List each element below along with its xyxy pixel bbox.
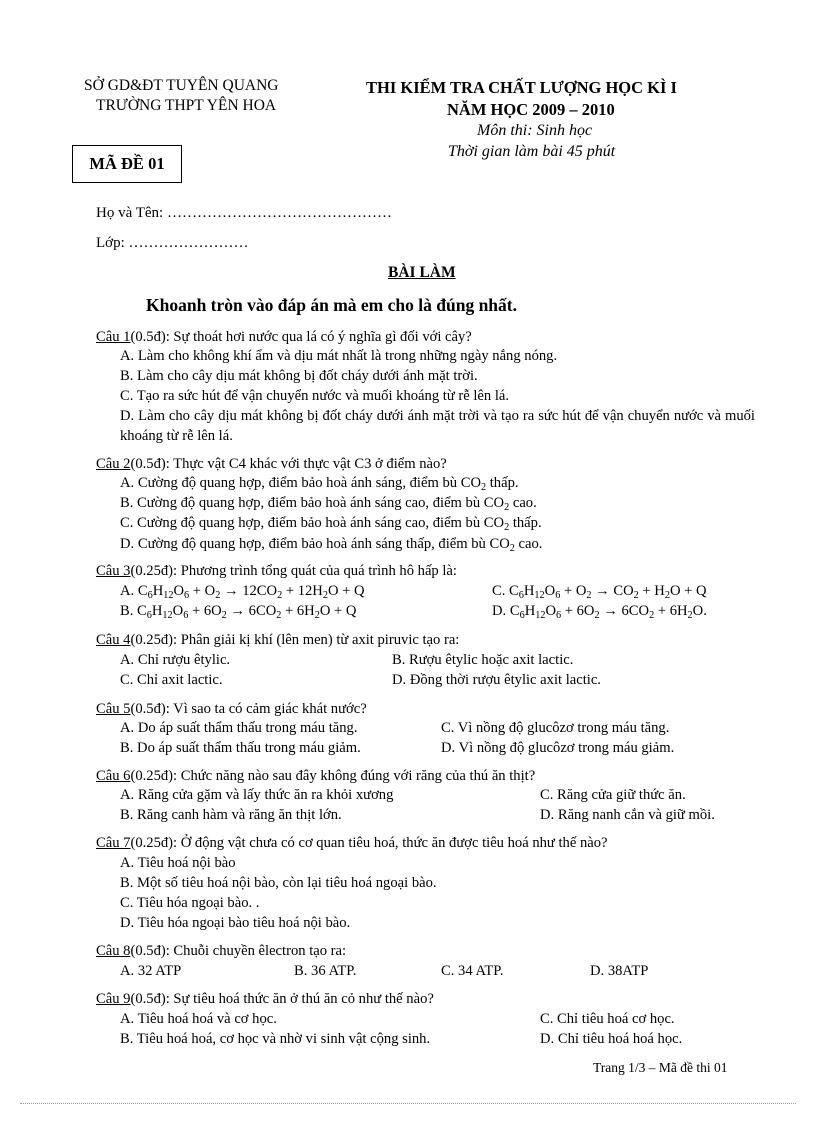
- question-text: (0.25đ): Phương trình tổng quát của quá trình hô hấp là:: [130, 563, 457, 579]
- q8-option-c: C. 34 ATP.: [441, 963, 504, 979]
- q8-option-d: D. 38ATP: [590, 963, 649, 979]
- question-text: (0.5đ): Thực vật C4 khác với thực vật C3 ở điểm nào?: [130, 456, 447, 472]
- question-number: Câu 3: [96, 563, 131, 579]
- q4-option-a: A. Chỉ rượu êtylic.: [120, 652, 231, 668]
- q2-option-b: B. Cường độ quang hợp, điểm bảo hoà ánh sáng cao, điểm bù $CO_2$ cao.: [120, 495, 537, 513]
- subject: Môn thi: Sinh học: [477, 122, 593, 139]
- q4-option-d: D. Đồng thời rượu êtylic axit lactic.: [392, 672, 601, 688]
- q1-option-d: D. Làm cho cây dịu mát không bị đốt cháy dưới ánh mặt trời và tạo ra sức hút để vận chuyển nước và muối khoáng từ rễ lên lá.: [120, 408, 755, 444]
- page-footer: Trang 1/3 – Mã đề thi 01: [593, 1060, 728, 1075]
- q2-option-d: D. Cường độ quang hợp, điểm bảo hoà ánh sáng thấp, điểm bù $CO_2$ cao.: [120, 536, 543, 554]
- q7-option-b: B. Một số tiêu hoá nội bào, còn lại tiêu hoá ngoại bào.: [120, 875, 437, 891]
- department-name: SỞ GD&ĐT TUYÊN QUANG: [84, 77, 279, 94]
- question-number: Câu 2: [96, 456, 131, 472]
- q1-option-a: A. Làm cho không khí ẩm và dịu mát nhất là trong những ngày nắng nóng.: [120, 348, 558, 364]
- q6-option-c: C. Răng cửa giữ thức ăn.: [540, 787, 686, 803]
- question-1: [96, 327, 472, 347]
- q5-option-a: A. Do áp suất thẩm thấu trong máu tăng.: [120, 720, 358, 736]
- question-4: [96, 630, 459, 650]
- q5-option-c: C. Vì nồng độ glucôzơ trong máu tăng.: [441, 720, 670, 736]
- q6-option-a: A. Răng cửa gặm và lấy thức ăn ra khỏi xương: [120, 787, 394, 803]
- q5-option-b: B. Do áp suất thẩm thấu trong máu giảm.: [120, 740, 361, 756]
- question-number: Câu 5: [96, 701, 131, 717]
- q6-option-d: D. Răng nanh cắn và giữ mồi.: [540, 807, 715, 823]
- question-number: Câu 9: [96, 991, 131, 1007]
- student-name-field: Họ và Tên: ………………………………………: [96, 205, 392, 221]
- q5-option-d: D. Vì nồng độ glucôzơ trong máu giảm.: [441, 740, 675, 756]
- q9-option-a: A. Tiêu hoá hoá và cơ học.: [120, 1011, 277, 1027]
- q3-option-c: C. $C_6H_{12}O_6 + O_2 \to CO_2 + H_2O + Q$: [492, 583, 707, 601]
- question-number: Câu 4: [96, 632, 131, 648]
- question-8: [96, 941, 346, 961]
- question-5: [96, 699, 367, 719]
- question-2: [96, 454, 447, 474]
- q9-option-b: B. Tiêu hoá hoá, cơ học và nhờ vi sinh vật cộng sinh.: [120, 1031, 431, 1047]
- q7-option-d: D. Tiêu hóa ngoại bào tiêu hoá nội bào.: [120, 915, 351, 931]
- exam-code: MÃ ĐỀ 01: [89, 154, 165, 173]
- exam-title: THI KIỂM TRA CHẤT LƯỢNG HỌC KÌ I: [366, 78, 677, 97]
- school-year: NĂM HỌC 2009 – 2010: [447, 100, 615, 119]
- school-name: TRƯỜNG THPT YÊN HOA: [96, 97, 277, 114]
- q2-option-c: C. Cường độ quang hợp, điểm bảo hoà ánh sáng cao, điểm bù $CO_2$ thấp.: [120, 515, 542, 533]
- question-number: Câu 6: [96, 768, 131, 784]
- q9-option-d: D. Chỉ tiêu hoá hoá học.: [540, 1031, 683, 1047]
- duration: Thời gian làm bài 45 phút: [448, 143, 616, 160]
- q1-option-b: B. Làm cho cây dịu mát không bị đốt cháy dưới ánh mặt trời.: [120, 368, 478, 384]
- question-text: (0.25đ): Chức năng nào sau đây không đúng với răng của thú ăn thịt?: [130, 768, 536, 784]
- question-3: [96, 561, 457, 581]
- q3-option-d: D. $C_6H_{12}O_6 + 6O_2 \to 6CO_2 + 6H_2O$.: [492, 603, 707, 621]
- q4-option-c: C. Chỉ axit lactic.: [120, 672, 223, 688]
- section-title: BÀI LÀM: [388, 264, 456, 281]
- q3-option-b: B. $C_6H_{12}O_6 + 6O_2 \to 6CO_2 + 6H_2O + Q$: [120, 603, 357, 621]
- question-text: (0.5đ): Chuỗi chuyền êlectron tạo ra:: [130, 943, 347, 959]
- question-text: (0.25đ): Phân giải kị khí (lên men) từ axit piruvic tạo ra:: [130, 632, 460, 648]
- instruction: Khoanh tròn vào đáp án mà em cho là đúng nhất.: [146, 295, 517, 315]
- question-text: (0.5đ): Sự thoát hơi nước qua lá có ý nghĩa gì đối với cây?: [130, 329, 472, 345]
- question-text: (0.5đ): Sự tiêu hoá thức ăn ở thú ăn cỏ như thế nào?: [130, 991, 434, 1007]
- question-7: [96, 833, 608, 853]
- student-class-field: Lớp: ……………………: [96, 235, 249, 251]
- page-divider: [20, 1103, 796, 1104]
- q8-option-a: A. 32 ATP: [120, 963, 182, 979]
- q9-option-c: C. Chỉ tiêu hoá cơ học.: [540, 1011, 675, 1027]
- q4-option-b: B. Rượu êtylic hoặc axit lactic.: [392, 652, 574, 668]
- question-text: (0.5đ): Vì sao ta có cảm giác khát nước?: [130, 701, 367, 717]
- exam-code-box: [72, 145, 182, 183]
- question-number: Câu 1: [96, 329, 131, 345]
- q8-option-b: B. 36 ATP.: [294, 963, 357, 979]
- question-number: Câu 7: [96, 835, 131, 851]
- q1-option-c: C. Tạo ra sức hút để vận chuyển nước và muối khoáng từ rễ lên lá.: [120, 388, 510, 404]
- question-6: [96, 766, 535, 786]
- question-9: [96, 989, 434, 1009]
- q7-option-c: C. Tiêu hóa ngoại bào. .: [120, 895, 260, 911]
- q3-option-a: A. $C_6H_{12}O_6 + O_2 \to 12CO_2 + 12H_2O + Q$: [120, 583, 365, 601]
- q7-option-a: A. Tiêu hoá nội bào: [120, 855, 236, 871]
- question-number: Câu 8: [96, 943, 131, 959]
- question-text: (0.25đ): Ở động vật chưa có cơ quan tiêu hoá, thức ăn được tiêu hoá như thế nào?: [130, 835, 608, 851]
- q6-option-b: B. Răng canh hàm và răng ăn thịt lớn.: [120, 807, 342, 823]
- q2-option-a: A. Cường độ quang hợp, điểm bảo hoà ánh sáng, điểm bù $CO_2$ thấp.: [120, 475, 519, 493]
